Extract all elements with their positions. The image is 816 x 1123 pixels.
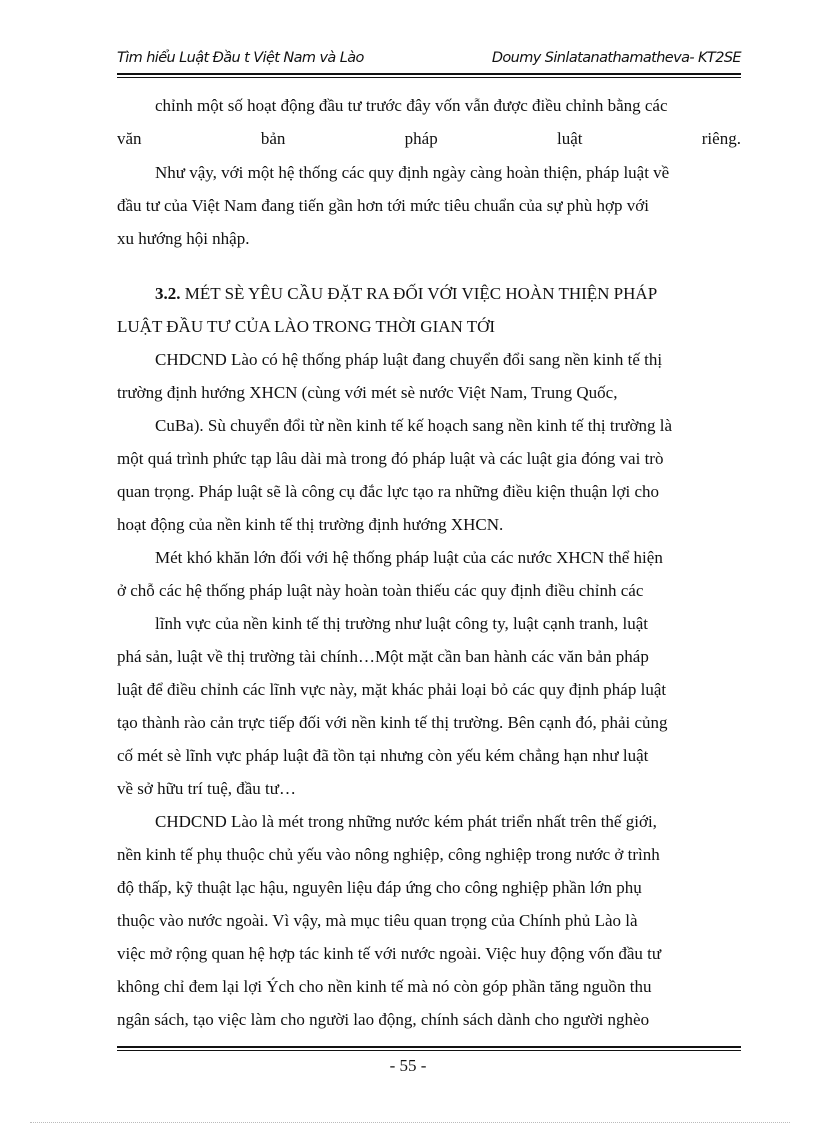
text-line: CHDCND Lào là mét trong những nước kém phát triển nhất trên thế giới, [155, 812, 657, 831]
text-line: xu hướng hội nhập. [117, 229, 250, 248]
text-line: hoạt động của nền kinh tế thị trường định hướng XHCN. [117, 515, 504, 534]
header-author: Doumy Sinlatanathamatheva- KT2SE [491, 50, 741, 66]
header-title: Tìm hiểu Luật Đầu t Việt Nam và Lào [117, 50, 364, 66]
text-line: lĩnh vực của nền kinh tế thị trường như luật công ty, luật cạnh tranh, luật [155, 614, 648, 633]
footer-rule [117, 1046, 741, 1048]
text-line: trường định hướng XHCN (cùng với mét sè nước Việt Nam, Trung Quốc, [117, 383, 618, 402]
text-line: nền kinh tế phụ thuộc chủ yếu vào nông nghiệp, công nghiệp trong nước ở trình [117, 845, 660, 864]
text-line: việc mở rộng quan hệ hợp tác kinh tế với nước ngoài. Việc huy động vốn đầu tư [117, 944, 662, 963]
section-heading [155, 284, 657, 304]
section-heading-text: MÉT SÈ YÊU CẦU ĐẶT RA ĐỐI VỚI VIỆC HOÀN THIỆN PHÁP [180, 284, 658, 303]
text-line: một quá trình phức tạp lâu dài mà trong đó pháp luật và các luật gia đóng vai trò [117, 449, 664, 468]
text-line: đầu tư của Việt Nam đang tiến gần hơn tới mức tiêu chuẩn của sự phù hợp với [117, 196, 650, 215]
text-line: độ thấp, kỹ thuật lạc hậu, nguyên liệu đáp ứng cho công nghiệp phần lớn phụ [117, 878, 642, 897]
text-line: CuBa). Sù chuyển đổi từ nền kinh tế kế hoạch sang nền kinh tế thị trường là [155, 416, 673, 435]
text-line: chỉnh một số hoạt động đầu tư trước đây vốn vẫn được điều chỉnh bằng các [155, 96, 668, 115]
text-line: ở chỗ các hệ thống pháp luật này hoàn toàn thiếu các quy định điều chỉnh các [117, 581, 644, 600]
section-heading-line2: LUẬT ĐẦU TƯ CỦA LÀO TRONG THỜI GIAN TỚI [117, 317, 496, 336]
page-number: - 55 - [389, 1056, 427, 1075]
text-line: CHDCND Lào có hệ thống pháp luật đang chuyển đổi sang nền kinh tế thị [155, 350, 663, 369]
text-line: luật để điều chỉnh các lĩnh vực này, mặt khác phải loại bỏ các quy định pháp luật [117, 680, 667, 699]
header-rule [117, 73, 741, 75]
text-line: thuộc vào nước ngoài. Vì vậy, mà mục tiêu quan trọng của Chính phủ Lào là [117, 911, 638, 930]
section-number: 3.2. [155, 284, 181, 303]
footer-rule-thin [117, 1050, 741, 1051]
word: luật [556, 129, 583, 148]
word: pháp [404, 129, 438, 148]
page-header [117, 46, 741, 72]
text-line-justified [117, 129, 741, 149]
word: bản [260, 129, 286, 148]
text-line: không chỉ đem lại lợi Ých cho nền kinh tế mà nó còn góp phần tăng nguồn thu [117, 977, 652, 996]
text-line: quan trọng. Pháp luật sẽ là công cụ đắc lực tạo ra những điều kiện thuận lợi cho [117, 482, 659, 501]
header-rule-thin [117, 77, 741, 78]
text-line: về sở hữu trí tuệ, đầu tư… [117, 779, 296, 798]
text-line: cố mét sè lĩnh vực pháp luật đã tồn tại nhưng còn yếu kém chẳng hạn như luật [117, 746, 649, 765]
text-line: tạo thành rào cản trực tiếp đối với nền kinh tế thị trường. Bên cạnh đó, phải củng [117, 713, 668, 732]
text-line: Mét khó khăn lớn đối với hệ thống pháp luật của các nước XHCN thể hiện [155, 548, 663, 567]
word: văn [117, 129, 142, 148]
text-line: phá sản, luật về thị trường tài chính…Một mặt cần ban hành các văn bản pháp [117, 647, 649, 666]
text-line: ngân sách, tạo việc làm cho người lao động, chính sách dành cho người nghèo [117, 1010, 650, 1029]
word: riêng. [701, 129, 741, 148]
text-line: Như vậy, với một hệ thống các quy định ngày càng hoàn thiện, pháp luật về [155, 163, 670, 182]
